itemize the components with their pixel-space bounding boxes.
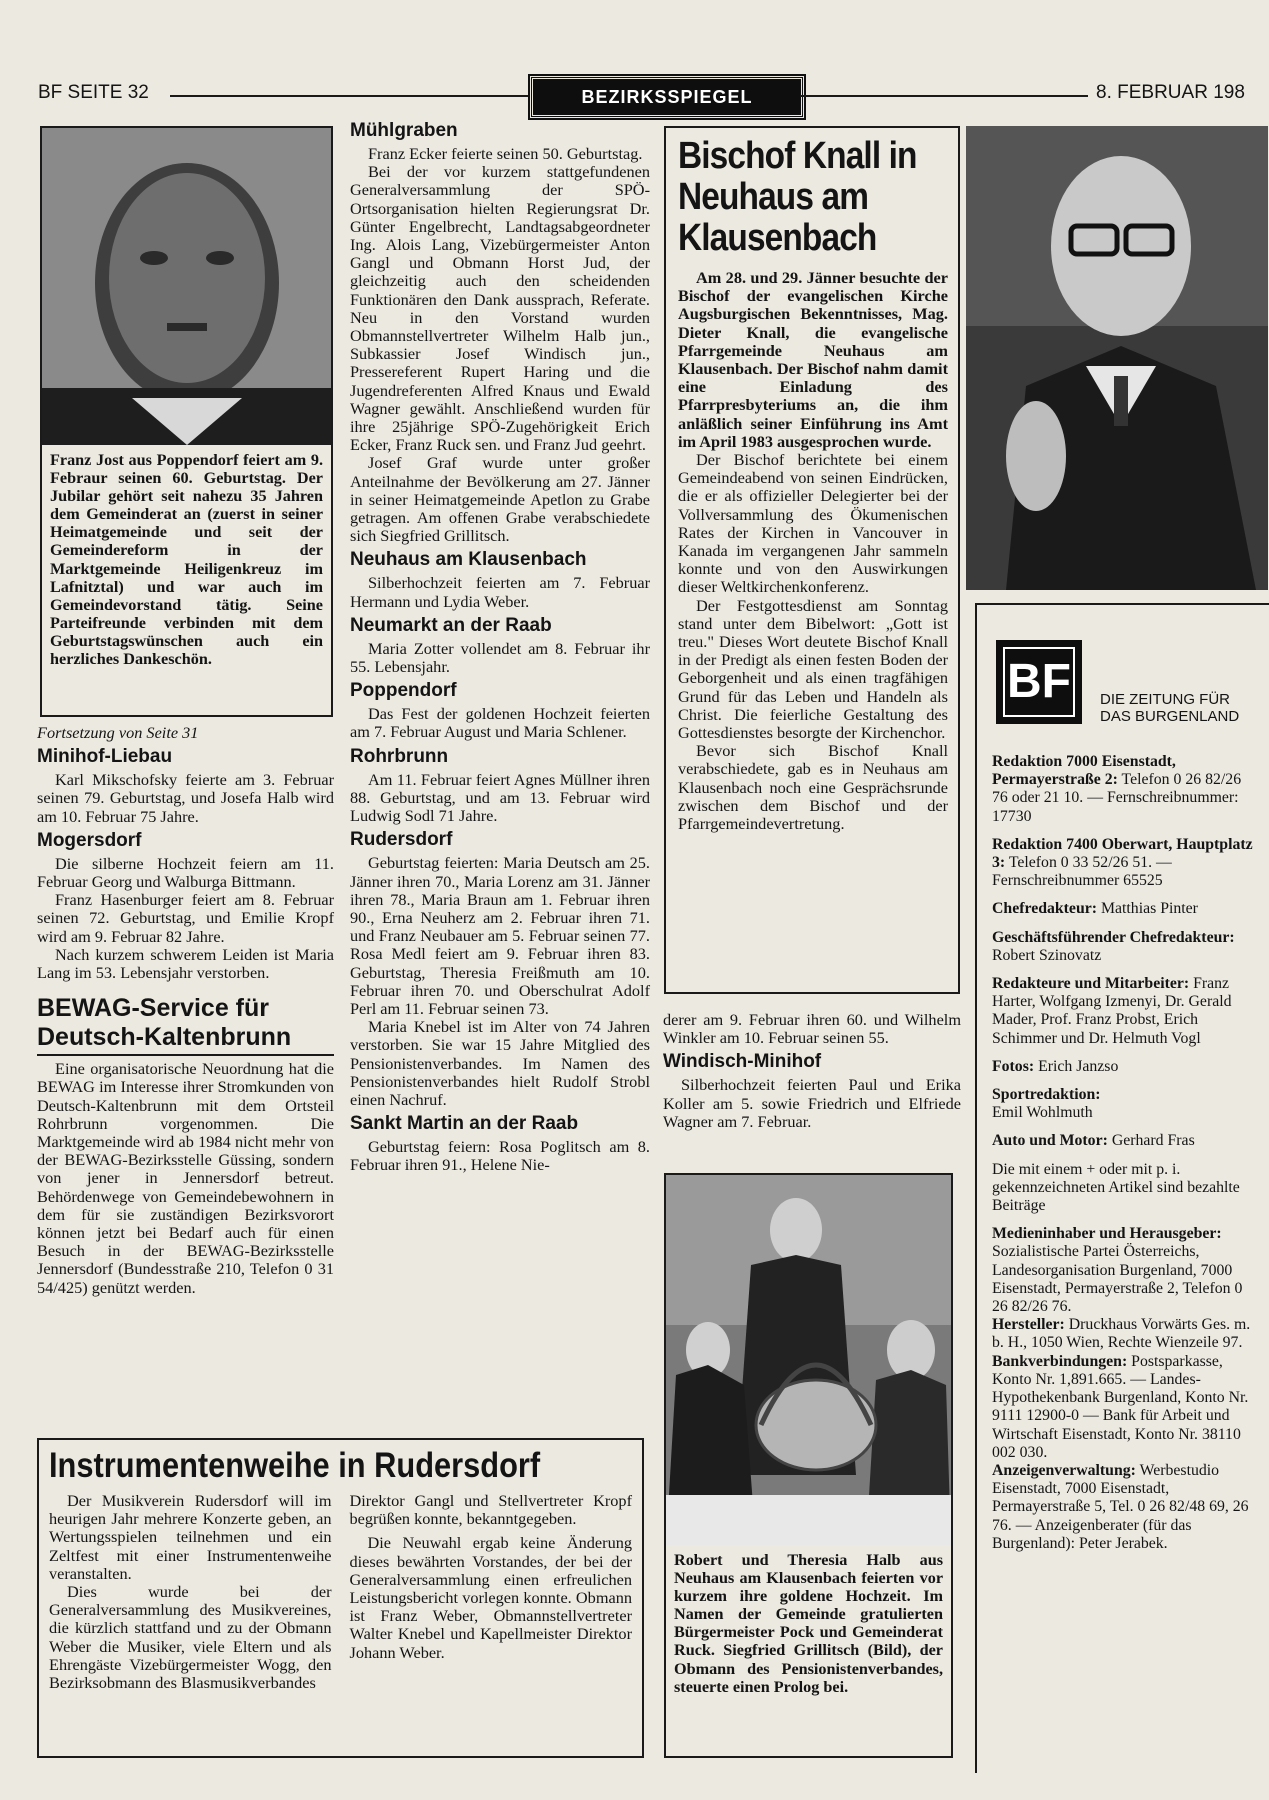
couple-photo-icon <box>666 1175 951 1545</box>
bischof-text-2: Der Festgottesdienst am Sonntag stand unter dem Bibelwort: „Gott ist treu." Dieses Wort deutete Bischof Knall in der Predigt als einen festen Boden der Geborgenheit und als einen tragfähigen Grund für das Leben und Handeln als Christ. Die feierliche Gestaltung des Gottesdienstes besorgte der Kirchenchor. <box>678 595 948 743</box>
chef-value: Matthias Pinter <box>1100 900 1198 918</box>
red1-value: Telefon 0 26 82/26 76 oder 21 10. — Fernschreibnummer: 17730 <box>992 771 1242 825</box>
halb-box <box>664 1173 953 1758</box>
sport-value: Emil Wohlmuth <box>992 1104 1093 1122</box>
bf-logo <box>996 640 1082 724</box>
bishop-photo <box>966 126 1268 590</box>
printer-label: Hersteller: <box>992 1316 1065 1334</box>
windisch-text: Silberhochzeit feierten Paul und Erika Koller am 5. sowie Friedrich und Elfriede Wagner am 7. Februar. <box>663 1075 961 1131</box>
jost-photo <box>42 128 331 445</box>
bischof-text-3: Bevor sich Bischof Knall verabschiedete, gab es in Neuhaus am Klausenbach noch eine Gesprächsrunde zwischen dem Bischof und der Pfarrgemeindevertretung. <box>678 741 948 834</box>
heading-rohrbrunn: Rohrbrunn <box>350 745 449 767</box>
heading-windisch-minihof: Windisch-Minihof <box>663 1051 822 1073</box>
auto-value: Gerhard Fras <box>1111 1132 1195 1150</box>
bischof-title: Bischof Knall in Neuhaus am Klausenbach <box>678 135 917 259</box>
red2-label: Redaktion 7400 Oberwart, Hauptplatz 3: <box>992 835 1253 872</box>
chef-label: Chefredakteur: <box>992 900 1098 918</box>
photos-label: Fotos: <box>992 1057 1035 1075</box>
rohrbrunn-text: Am 11. Februar feiert Agnes Müllner ihren 88. Geburtstag, und am 13. Februar wird Ludwig Sodl 71 Jahre. <box>350 769 650 826</box>
heading-rudersdorf: Rudersdorf <box>350 829 453 851</box>
publisher-label: Medieninhaber und Herausgeber: <box>992 1225 1222 1243</box>
auto-label: Auto und Motor: <box>992 1132 1108 1150</box>
bewag-title: BEWAG-Service für Deutsch-Kaltenbrunn <box>37 994 334 1056</box>
gf-value: Robert Szinovatz <box>992 946 1102 964</box>
heading-sankt-martin: Sankt Martin an der Raab <box>350 1113 579 1135</box>
muehlgraben-text-2: Bei der vor kurzem stattgefundenen Generalversammlung der SPÖ-Ortsorganisation hielten Regierungsrat Dr. Günter Engelbrecht, Landtagsabgeordneter Ing. Alois Lang, Vizebürgermeister Anton Gangl und Obmann Horst Jud, der gleichzeitig auch den scheidenden Funktionären den Dank aussprach, Referate. Neu in den Vorstand wurden Obmannstellvertreter Wilhelm Halb jun., Subkassier Josef Windisch jun., Pressereferent Rupert Haring und die Jugendreferenten Alfred Knaus und Ewald Wagner gewählt. Anschließend wurden für ihre 25jährige SPÖ-Zugehörigkeit Erich Ecker, Franz Ruck sen. und Franz Jud geehrt. <box>350 162 650 455</box>
staff-value: Franz Harter, Wolfgang Izmenyi, Dr. Gerald Mader, Prof. Franz Probst, Erich Schimmer und Dr. Helmuth Vogl <box>992 975 1232 1047</box>
halb-photo <box>666 1175 951 1545</box>
ads-label: Anzeigenverwaltung: <box>992 1461 1136 1479</box>
muehlgraben-text-3: Josef Graf wurde unter großer Anteilnahme der Bevölkerung am 27. Jänner in seiner Heimatgemeinde Apetlon zu Grabe getragen. Am offenen Grabe verabschiedete sich Siegfried Grillitsch. <box>350 453 650 546</box>
column-2 <box>350 120 650 1175</box>
page-number: BF SEITE 32 <box>38 82 149 103</box>
instrument-title: Instrumentenweihe in Rudersdorf <box>49 1446 541 1485</box>
portrait-photo-icon <box>42 128 331 445</box>
header-rule-right <box>800 95 1088 97</box>
publisher-value: Sozialistische Partei Österreichs, Landesorganisation Burgenland, 7000 Eisenstadt, Permayerstraße 2, Telefon 0 26 82/26 76. <box>992 1243 1243 1316</box>
instrument-text-2: Dies wurde bei der Generalversammlung des Musikvereines, die kürzlich stattfand und zu der Obmann Weber die Musiker, viele Eltern und als Ehrengäste Vizebürgermeister Wogg, den Bezirksobmann des Blasmusikverbandes <box>49 1582 332 1693</box>
heading-neuhaus: Neuhaus am Klausenbach <box>350 549 587 571</box>
heading-mogersdorf: Mogersdorf <box>37 829 142 851</box>
tagline-line-2: DAS BURGENLAND <box>1100 708 1240 725</box>
mogersdorf-text-3: Nach kurzem schwerem Leiden ist Maria Lang im 53. Lebensjahr verstorben. <box>37 944 334 983</box>
instrument-text-4: Die Neuwahl ergab keine Änderung dieses bewährten Vorstandes, der bei der Generalversammlung einen erfreulichen Leistungsbericht vorlegen konnte. Obmann ist Franz Weber, Obmannstellvertreter Walter Knebel und Kapellmeister Direktor Johann Weber. <box>349 1533 632 1662</box>
heading-muehlgraben: Mühlgraben <box>350 120 458 141</box>
column-3-lower <box>663 1011 961 1131</box>
mogersdorf-text-2: Franz Hasenburger feiert am 8. Februar seinen 72. Geburtstag, und Emilie Kropf wird am 9. Februar 82 Jahre. <box>37 890 334 946</box>
red2-value: Telefon 0 33 52/26 51. — Fernschreibnummer 65525 <box>992 854 1172 890</box>
bf-logo-text: BF <box>1003 647 1075 717</box>
mogersdorf-text-1: Die silberne Hochzeit feiern am 11. Februar Georg und Walburga Bittmann. <box>37 853 334 892</box>
gf-label: Geschäftsführender Chefredakteur: <box>992 928 1235 946</box>
issue-date: 8. FEBRUAR 198 <box>1096 82 1245 103</box>
poppendorf-text: Das Fest der goldenen Hochzeit feierten am 7. Februar August und Maria Schlener. <box>350 704 650 742</box>
rudersdorf-text-1: Geburtstag feierten: Maria Deutsch am 25. Jänner ihren 70., Maria Lorenz am 31. Jänner ihren 78., Maria Braun am 1. Februar ihren 90., Erna Neuherz am 2. Februar ihren 71. und Franz Neubauer am 5. Februar seinen 77. Rosa Medl feiert am 9. Februar ihren 83. Geburtstag, Theresia Freißmuth am 10. Februar ihren 70. und Oberschulrat Adolf Perl am 11. Februar seinen 73. <box>350 853 650 1018</box>
neumarkt-text: Maria Zotter vollendet am 8. Februar ihr 55. Lebensjahr. <box>350 638 650 677</box>
red1-label: Redaktion 7000 Eisenstadt, Permayerstraße 2: <box>992 753 1176 789</box>
sankt-martin-text: Geburtstag feiern: Rosa Poglitsch am 8. Februar ihren 91., Helene Nie- <box>350 1137 650 1175</box>
neuhaus-text: Silberhochzeit feierten am 7. Februar Hermann und Lydia Weber. <box>350 573 650 611</box>
printer-value: Druckhaus Vorwärts Ges. m. b. H., 1050 Wien, Rechte Wienzeile 97. <box>992 1316 1251 1352</box>
jost-box <box>40 126 333 717</box>
continuation-note: Fortsetzung von Seite 31 <box>37 723 199 742</box>
instrument-box <box>37 1438 644 1758</box>
rudersdorf-text-2: Maria Knebel ist im Alter von 74 Jahren verstorben. Sie war 15 Jahre Mitglied des Pensionistenverbandes. Im Namen des Pensionistenverbandes hielt Rudolf Strobl einen Nachruf. <box>350 1017 650 1109</box>
bischof-box <box>664 126 960 994</box>
sport-label: Sportredaktion: <box>992 1086 1101 1104</box>
muehlgraben-text-1: Franz Ecker feierte seinen 50. Geburtstag. <box>368 144 643 163</box>
masthead-credits <box>992 753 1260 1553</box>
header-rule-left <box>170 95 528 97</box>
tagline-line-1: DIE ZEITUNG FÜR <box>1100 691 1230 708</box>
staff-label: Redakteure und Mitarbeiter: <box>992 975 1190 993</box>
column-1 <box>37 724 334 1297</box>
bischof-text-1: Der Bischof berichtete bei einem Gemeindeabend von seinen Eindrücken, die er als offizieller Delegierter bei der Vollversammlung des Ökumenischen Rates der Kirchen in Vancouver in Kanada im vergangenen Jahr sammeln konnte und von den Auswirkungen dieser Weltkirchenkonferenz. <box>678 450 948 597</box>
heading-neumarkt: Neumarkt an der Raab <box>350 614 552 636</box>
ads-value: Werbestudio Eisenstadt, 7000 Eisenstadt, Permayerstraße 5, Tel. 0 26 82/48 69, 26 76. — Anzeigenberater (für das Burgenland): Peter Jerabek. <box>992 1461 1249 1552</box>
heading-minihof-liebau: Minihof-Liebau <box>37 746 173 768</box>
sankt-martin-continued: derer am 9. Februar ihren 60. und Wilhelm Winkler am 10. Februar seinen 55. <box>663 1010 961 1048</box>
instrument-text-3: Direktor Gangl und Stellvertreter Kropf begrüßen konnte, bekanntgegeben. <box>349 1491 632 1529</box>
heading-poppendorf: Poppendorf <box>350 680 457 702</box>
bank-label: Bankverbindungen: <box>992 1352 1128 1370</box>
tagline <box>1100 691 1239 725</box>
bischof-lead: Am 28. und 29. Jänner besuchte der Bischof der evangelischen Kirche Augsburgischen Bekenntnisses, Mag. Dieter Knall, die evangelische Pfarrgemeinde Neuhaus am Klausenbach. Der Bischof nahm damit eine Einladung des Pfarrpresbyteriums an, die ihm anläßlich seiner Einführung ins Amt im April 1983 ausgesprochen wurde. <box>678 268 948 451</box>
bank-value: Postsparkasse, Konto Nr. 1,891.665. — Landes-Hypothekenbank Burgenland, Konto Nr. 9111 12900-0 — Bank für Arbeit und Wirtschaft Eisenstadt, Konto Nr. 38110 002 030. <box>992 1352 1249 1461</box>
halb-caption: Robert und Theresia Halb aus Neuhaus am Klausenbach feierten vor kurzem ihre goldene Hochzeit. Im Namen der Gemeinde gratulierten Bürgermeister Pock und Gemeinderat Ruck. Siegfried Grillitsch (Bild), der Obmann des Pensionistenverbandes, steuerte einen Prolog bei. <box>674 1551 943 1696</box>
instrument-text-1: Der Musikverein Rudersdorf will im heurigen Jahr mehrere Konzerte geben, an Wertungsspielen teilnehmen und ein Zeltfest mit einer Instrumentenweihe veranstalten. <box>49 1491 332 1583</box>
section-title: BEZIRKSSPIEGEL <box>530 76 804 118</box>
photos-value: Erich Janzso <box>1038 1057 1119 1075</box>
paid-note: Die mit einem + oder mit p. i. gekennzeichneten Artikel sind bezahlte Beiträge <box>992 1160 1240 1215</box>
bewag-text: Eine organisatorische Neuordnung hat die BEWAG im Interesse ihrer Stromkunden von Deutsch-Kaltenbrunn mit dem Ortsteil Rohrbrunn vorgenommen. Die Marktgemeinde wird ab 1984 nicht mehr von der BEWAG-Bezirksstelle Güssing, sondern von jener in Jennersdorf betreut. Behördenwege von Gemeindebewohnern in dem für sie zuständigen Bezirksvorort können jetzt bei Bedarf auch für einen Besuch in der BEWAG-Bezirksstelle Jennersdorf (Bundesstraße 210, Telefon 0 31 54/425) genützt werden. <box>37 1059 334 1297</box>
jost-caption: Franz Jost aus Poppendorf feiert am 9. Febraur seinen 60. Geburtstag. Der Jubilar gehört seit nahezu 35 Jahren dem Gemeinderat an (zuerst in seiner Heimatgemeinde und seit der Gemeindereform in der Marktgemeinde Heiligenkreuz im Lafnitztal) und war auch im Gemeindevorstand tätig. Seine Parteifreunde verbinden mit dem Geburtstagswünschen auch ein herzliches Dankeschön. <box>50 451 323 669</box>
minihof-text: Karl Mikschofsky feierte am 3. Februar seinen 79. Geburtstag, und Josefa Halb wird am 10. Februar 75 Jahre. <box>37 770 334 826</box>
bishop-portrait-photo-icon <box>966 126 1268 590</box>
